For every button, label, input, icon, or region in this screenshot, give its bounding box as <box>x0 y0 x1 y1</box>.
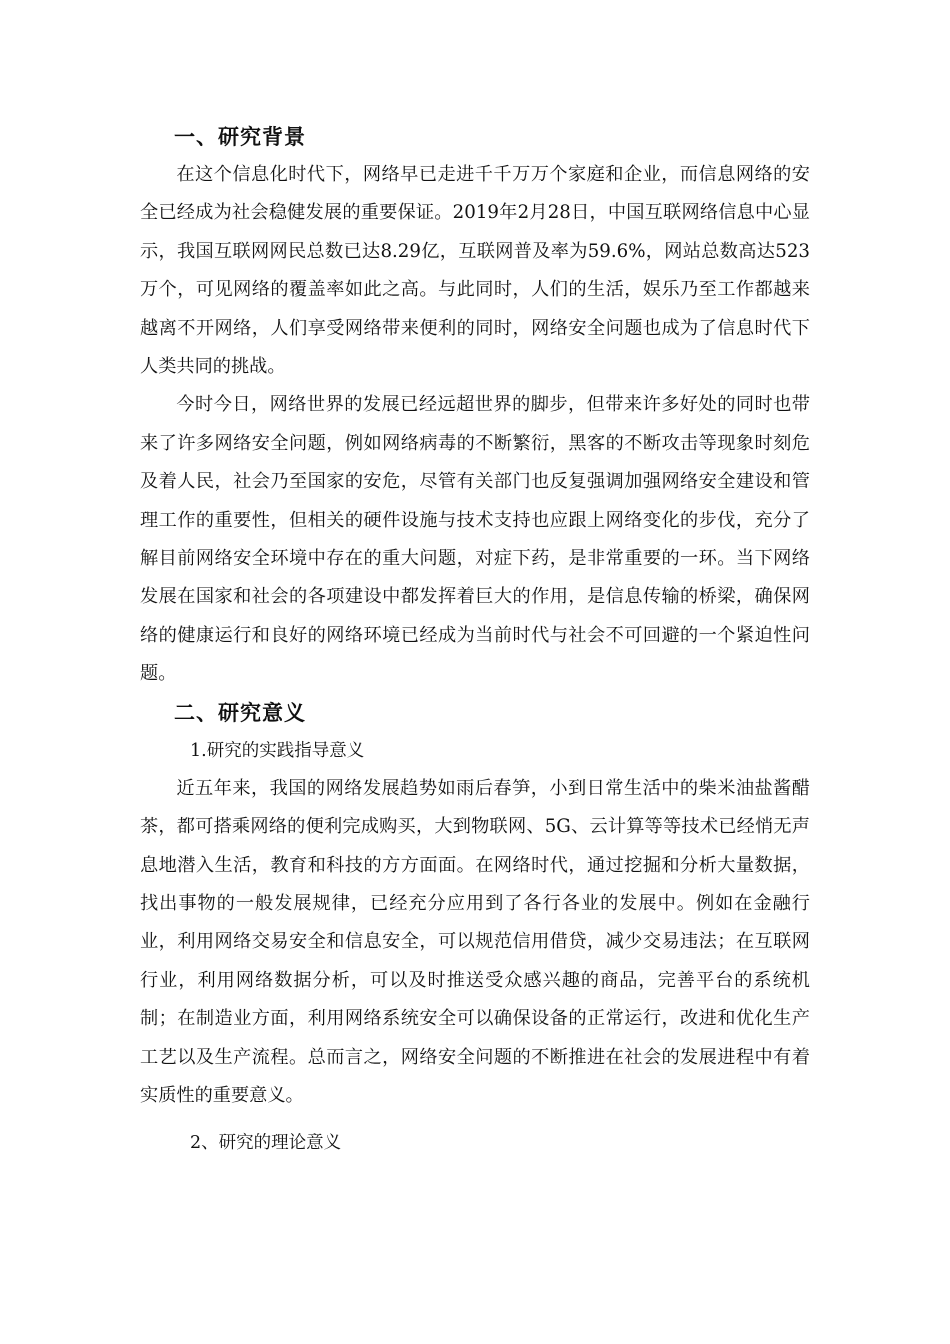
practical-significance-paragraph: 近五年来，我国的网络发展趋势如雨后春笋，小到日常生活中的柴米油盐酱醋茶，都可搭乘网络的便利完成购买，大到物联网、5G、云计算等等技术已经悄无声息地潜入生活，教育和科技的方方面面。在网络时代，通过挖掘和分析大量数据，找出事物的一般发展规律，已经充分应用到了各行各业的发展中。例如在金融行业，利用网络交易安全和信息安全，可以规范信用借贷，减少交易违法；在互联网行业，利用网络数据分析，可以及时推送受众感兴趣的商品，完善平台的系统机制；在制造业方面，利用网络系统安全可以确保设备的正常运行，改进和优化生产工艺以及生产流程。总而言之，网络安全问题的不断推进在社会的发展进程中有着实质性的重要意义。 <box>140 777 810 1106</box>
section-title-significance: 二、研究意义 <box>174 700 306 725</box>
background-paragraph-1: 在这个信息化时代下，网络早已走进千千万万个家庭和企业，而信息网络的安全已经成为社会稳健发展的重要保证。2019年2月28日，中国互联网络信息中心显示，我国互联网网民总数已达8.29亿，互联网普及率为59.6%，网站总数高达523万个，可见网络的覆盖率如此之高。与此同时，人们的生活，娱乐乃至工作都越来越离不开网络，人们享受网络带来便利的同时，网络安全问题也成为了信息时代下人类共同的挑战。 <box>140 164 810 378</box>
subheading-theoretical-significance: 2、研究的理论意义 <box>190 1133 342 1154</box>
document-body <box>140 118 810 1162</box>
section-title-background: 一、研究背景 <box>174 125 306 149</box>
background-paragraph-2: 今时今日，网络世界的发展已经远超世界的脚步，但带来许多好处的同时也带来了许多网络安全问题，例如网络病毒的不断繁衍，黑客的不断攻击等现象时刻危及着人民，社会乃至国家的安危，尽管有关部门也反复强调加强网络安全建设和管理工作的重要性，但相关的硬件设施与技术支持也应跟上网络变化的步伐，充分了解目前网络安全环境中存在的重大问题，对症下药，是非常重要的一环。当下网络发展在国家和社会的各项建设中都发挥着巨大的作用，是信息传输的桥梁，确保网络的健康运行和良好的网络环境已经成为当前时代与社会不可回避的一个紧迫性问题。 <box>140 394 810 685</box>
subheading-practical-significance: 1.研究的实践指导意义 <box>190 740 365 761</box>
